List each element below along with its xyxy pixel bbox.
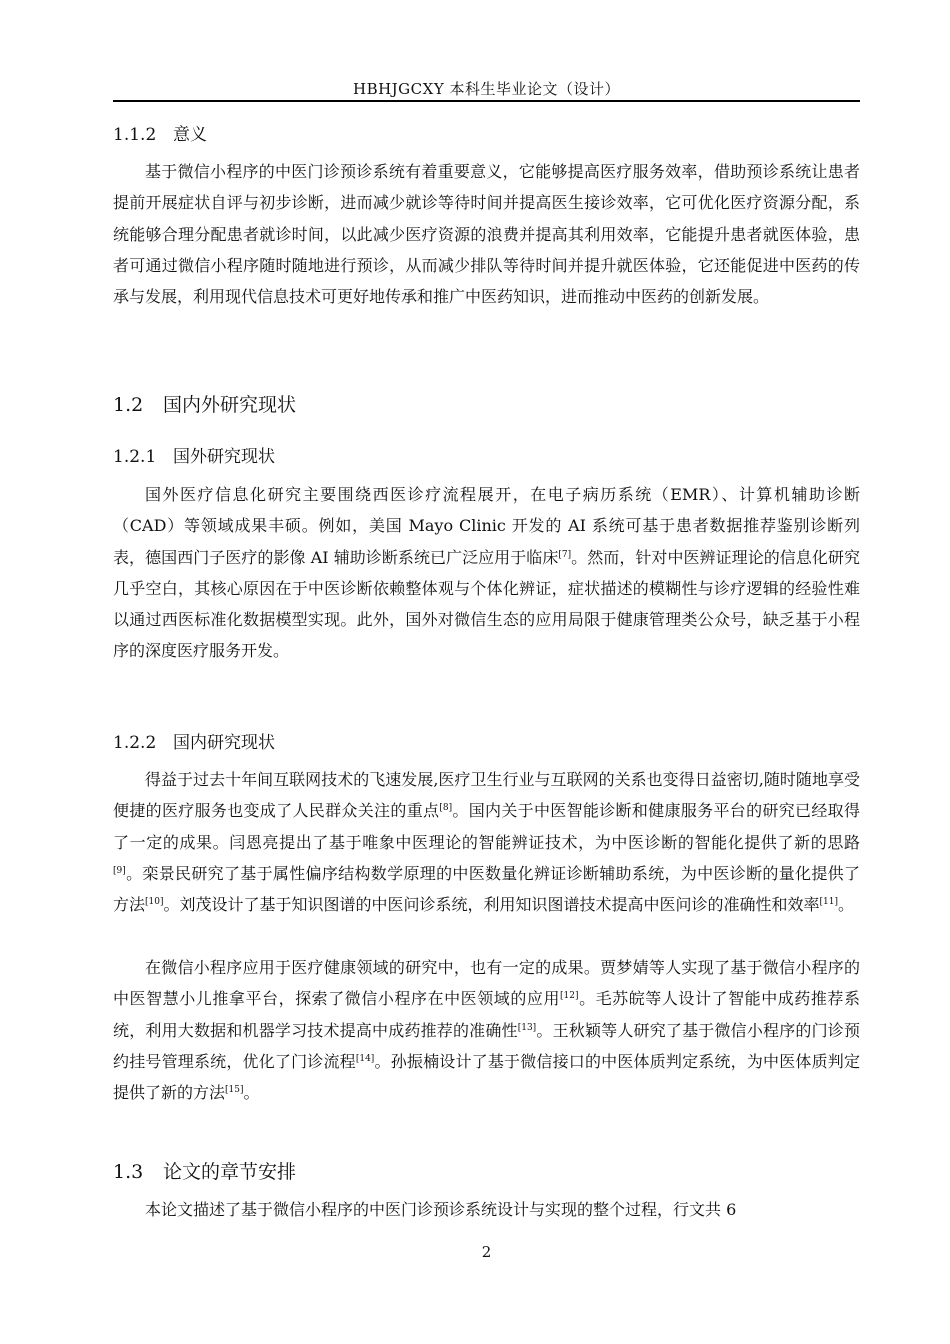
- section-number: 1.1.2: [113, 125, 157, 145]
- page-number: 2: [481, 1243, 492, 1261]
- paragraph-foreign-research: 国外医疗信息化研究主要围绕西医诊疗流程展开，在电子病历系统（EMR）、计算机辅助诊断（CAD）等领域成果丰硕。例如，美国 Mayo Clinic 开发的 AI 系统可基于患者数据推荐鉴别诊断列表，德国西门子医疗的影像 AI 辅助诊断系统已广泛应用于临床[7]。然而，针对中医辨证理论的信息化研究几乎空白，其核心原因在于中医诊断依赖整体观与个体化辨证，症状描述的模糊性与诊疗逻辑的经验性难以通过西医标准化数据模型实现。此外，国外对微信生态的应用局限于健康管理类公众号，缺乏基于小程序的深度医疗服务开发。: [113, 485, 860, 661]
- section-number: 1.2.2: [113, 733, 157, 753]
- citation-ref: [15]: [225, 1085, 244, 1096]
- citation-ref: [12]: [560, 991, 579, 1002]
- section-number: 1.2: [113, 394, 144, 416]
- paragraph-significance: 基于微信小程序的中医门诊预诊系统有着重要意义，它能够提高医疗服务效率，借助预诊系统让患者提前开展症状自评与初步诊断，进而减少就诊等待时间并提高医生接诊效率，它可优化医疗资源分配，系统能够合理分配患者就诊时间，以此减少医疗资源的浪费并提高其利用效率，它能提升患者就医体验，患者可通过微信小程序随时随地进行预诊，从而减少排队等待时间并提升就医体验，它还能促进中医药的传承与发展，利用现代信息技术可更好地传承和推广中医药知识，进而推动中医药的创新发展。: [113, 162, 860, 307]
- section-number: 1.2.1: [113, 447, 157, 467]
- paragraph-domestic-research: 得益于过去十年间互联网技术的飞速发展,医疗卫生行业与互联网的关系也变得日益密切,随时随地享受便捷的医疗服务也变成了人民群众关注的重点[8]。国内关于中医智能诊断和健康服务平台的研究已经取得了一定的成果。闫恩亮提出了基于唯象中医理论的智能辨证技术，为中医诊断的智能化提供了新的思路[9]。栾景民研究了基于属性偏序结构数学原理的中医数量化辨证诊断辅助系统，为中医诊断的量化提供了方法[10]。刘茂设计了基于知识图谱的中医问诊系统，利用知识图谱技术提高中医问诊的准确性和效率[11]。: [113, 770, 860, 915]
- citation-ref: [11]: [819, 897, 838, 908]
- citation-ref: [10]: [145, 897, 164, 908]
- section-heading-1-3: [113, 1157, 296, 1184]
- citation-ref: [7]: [558, 549, 572, 560]
- header-rule: [113, 100, 860, 102]
- section-heading-1-1-2: [113, 120, 207, 145]
- citation-ref: [9]: [113, 865, 126, 876]
- paragraph-chapter-arrangement: 本论文描述了基于微信小程序的中医门诊预诊系统设计与实现的整个过程，行文共 6: [145, 1200, 737, 1219]
- running-header: HBHJGCXY 本科生毕业论文（设计）: [352, 80, 620, 98]
- citation-ref: [13]: [517, 1022, 537, 1033]
- section-title: 意义: [173, 125, 207, 145]
- section-heading-1-2-1: [113, 442, 275, 467]
- paragraph-wechat-research: 在微信小程序应用于医疗健康领域的研究中，也有一定的成果。贾梦婧等人实现了基于微信小程序的中医智慧小儿推拿平台，探索了微信小程序在中医领域的应用[12]。毛苏皖等人设计了智能中成药推荐系统，利用大数据和机器学习技术提高中成药推荐的准确性[13]。王秋颖等人研究了基于微信小程序的门诊预约挂号管理系统，优化了门诊流程[14]。孙振楠设计了基于微信接口的中医体质判定系统，为中医体质判定提供了新的方法[15]。: [113, 958, 860, 1103]
- section-number: 1.3: [113, 1161, 144, 1183]
- citation-ref: [8]: [439, 803, 453, 814]
- section-heading-1-2: [113, 390, 296, 417]
- section-heading-1-2-2: [113, 728, 275, 753]
- section-title: 国外研究现状: [173, 447, 275, 467]
- section-title: 国内外研究现状: [163, 394, 297, 416]
- section-title: 国内研究现状: [173, 733, 275, 753]
- section-title: 论文的章节安排: [163, 1161, 297, 1183]
- citation-ref: [14]: [355, 1053, 375, 1064]
